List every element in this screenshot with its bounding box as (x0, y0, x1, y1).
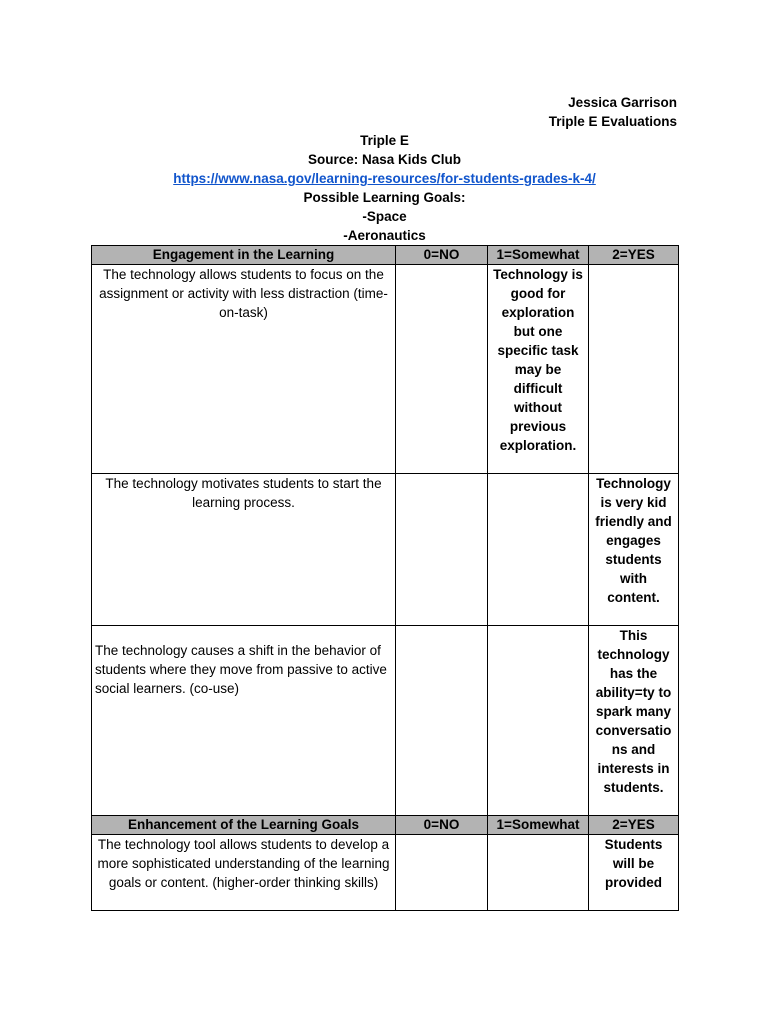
yes-cell (589, 265, 679, 474)
somewhat-cell (488, 835, 589, 911)
somewhat-cell: Technology is good for exploration but one specific task may be difficult without previous exploration. (488, 265, 589, 474)
engagement-heading: Engagement in the Learning (92, 246, 396, 265)
learning-goal-space: -Space (362, 209, 407, 224)
col-yes: 2=YES (589, 816, 679, 835)
intro-source: Source: Nasa Kids Club (307, 152, 462, 167)
no-cell (396, 835, 488, 911)
criterion-cell: The technology tool allows students to develop a more sophisticated understanding of the learning goals or content. (higher-order thinking skills) (92, 835, 396, 911)
criterion-cell: The technology motivates students to start the learning process. (92, 474, 396, 626)
col-no: 0=NO (396, 246, 488, 265)
table-row (92, 265, 679, 474)
criterion-cell: The technology causes a shift in the behavior of students where they move from passive to active social learners. (co-use) (92, 626, 396, 816)
source-link[interactable]: https://www.nasa.gov/learning-resources/for-students-grades-k-4/ (173, 171, 596, 186)
col-yes: 2=YES (589, 246, 679, 265)
yes-cell: Students will be provided (589, 835, 679, 911)
somewhat-cell (488, 474, 589, 626)
table-row (92, 626, 679, 816)
yes-cell: This technology has the ability=ty to spark many conversatio ns and interests in students. (589, 626, 679, 816)
criterion-cell: The technology allows students to focus on the assignment or activity with less distraction (time-on-task) (92, 265, 396, 474)
learning-goal-aeronautics: -Aeronautics (343, 228, 426, 243)
intro-block (91, 131, 678, 245)
learning-goals-label: Possible Learning Goals: (303, 190, 466, 205)
col-no: 0=NO (396, 816, 488, 835)
document-title: Triple E Evaluations (548, 114, 677, 129)
col-somewhat: 1=Somewhat (488, 816, 589, 835)
no-cell (396, 474, 488, 626)
col-somewhat: 1=Somewhat (488, 246, 589, 265)
table-row (92, 835, 679, 911)
intro-title: Triple E (360, 133, 409, 148)
no-cell (396, 265, 488, 474)
author-name: Jessica Garrison (568, 95, 677, 110)
enhancement-header-row (92, 816, 679, 835)
author-block (549, 93, 677, 131)
engagement-header-row (92, 246, 679, 265)
enhancement-heading: Enhancement of the Learning Goals (92, 816, 396, 835)
no-cell (396, 626, 488, 816)
yes-cell: Technology is very kid friendly and engages students with content. (589, 474, 679, 626)
somewhat-cell (488, 626, 589, 816)
triple-e-table (91, 245, 679, 911)
table-row (92, 474, 679, 626)
